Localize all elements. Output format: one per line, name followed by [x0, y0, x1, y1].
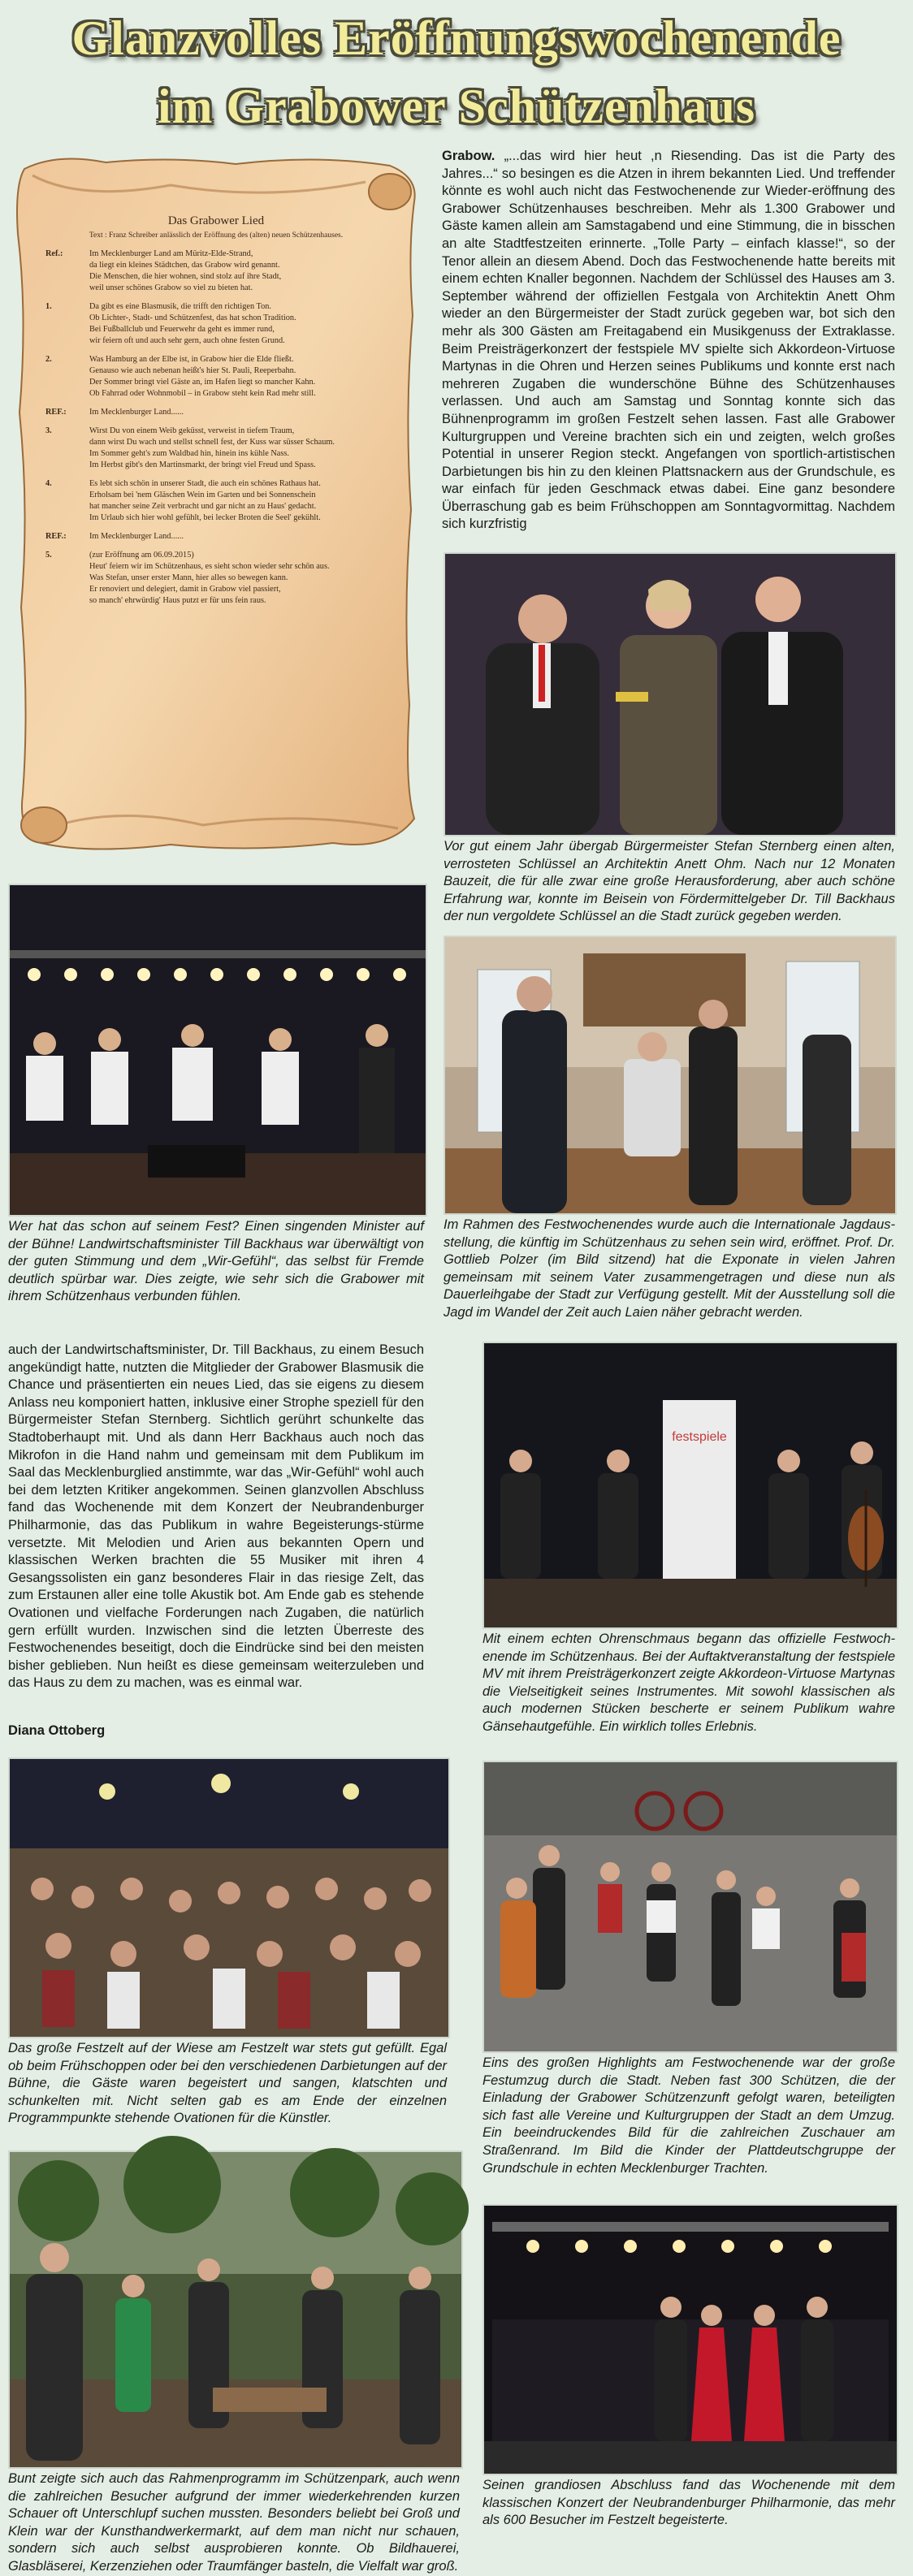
article-text-intro: [442, 148, 895, 546]
song-verse: [45, 354, 387, 400]
song-subtitle: Text : Franz Schreiber anlässlich der Eröffnung des (alten) neuen Schützenhauses.: [89, 231, 344, 240]
caption-band-stage: Wer hat das schon auf seinem Fest? Einen singenden Minister auf der Bühne! Landwirtschaftsminister Till Backhaus war überwältigt von der guten Stimmung und dem „Wir-Gefühl“, das selbst für Fremde deutlich spürbar war. Dies zeigte, wie sehr sich die Grabower mit ihrem Schützenhaus verbunden fühlen.: [8, 1219, 424, 1304]
photo-festival-tent: [8, 1757, 450, 2038]
caption-parade: Eins des großen Highlights am Festwochenende war der große Festumzug durch die Stadt. Neben fast 300 Schützen, die der Einladung der Grabower Schützenzunft gefolgt waren, beteiligten sich fast alle Vereine und Kulturgruppen der Stadt an dem Umzug. Ein beeindruckendes Bild für die zahlreichen Zuschauer am Straßenrand. Im Bild die Kinder der Plattdeutschgruppe der Grundschule in echten Mecklenburger Trachten.: [482, 2055, 895, 2176]
caption-philharmonic: Seinen grandiosen Abschluss fand das Wochenende mit dem klassischen Konzert der Neubrandenburger Philharmonie, das mehr als 600 Besucher im Festzelt begeisterte.: [482, 2478, 895, 2528]
song-verse: [45, 407, 387, 418]
article-text-continued: auch der Landwirtschaftsminister, Dr. Till Backhaus, zu einem Besuch angekündigt hatte, nutzten die Mitglieder der Grabower Blasmusik die Chance und präsentierten ein neues Lied, das sie eigens zu diesem Anlass neu komponiert hatten, inklusive einer Strophe speziell für den Bürgermeister Stefan Sternberg. Sichtlich gerührt schunkelte das Stadtoberhaupt mit. Und als dann Herr Backhaus auch noch das Mikrofon in die Hand nahm und gemeinsam mit dem Publikum im Saal das Mecklenburglied anstimmte, war das „Wir-Gefühl“ wohl auch bei dem letzten Kritiker angekommen. Seinen glanzvollen Abschluss fand das Wochenende mit dem Konzert der Neubrandenburger Philharmonie, das das Publikum in wahre Begeisterungs-stürme versetzte. Mit Melodien und Arien aus bekannten Opern und klassischen Werken brachten die 55 Musiker mit ihren 4 Gesangssolisten ein ganz besonderes Flair in das riesige Zelt, das zum Erstaunen aller eine tolle Akustik bot. Am Ende gab es stehende Ovationen und vielfache Forderungen nach Zugaben, die natürlich gern erfüllt wurden. Inzwischen sind die letzten Überreste des Festwochenendes beseitigt, doch die Eindrücke sind bei den meisten bisher geblieben. Nun heißt es diese gemeinsam weiterzuleben und das Haus zu dem zu machen, was es einmal war.: [8, 1342, 424, 1691]
verse-text: Im Mecklenburger Land......: [89, 532, 184, 541]
photo-park-program: [8, 2150, 463, 2469]
caption-key-handover: Vor gut einem Jahr übergab Bürgermeister Stefan Sternberg einen alten, verrosteten Schlüssel an Architektin Anett Ohm. Nach nur 12 Monaten Bauzeit, die für alle zwar eine große Herausforderung, aber auch schöne Erfahrung war, konnte im Beisein von Fördermittelgeber Dr. Till Backhaus der nun vergoldete Schlüssel an die Stadt zurück gegeben werden.: [444, 839, 895, 924]
verse-text: Wirst Du von einem Weib geküsst, verweist in tiefem Traum, dann wirst Du wach und stellst schnell fest, der Kuss war süsser Schaum. Im Sommer geht's zum Waldbad hin, hinein ins kühle Nass. Im Herbst gibt's den Martinsmarkt, der bringt viel Freud und Spass.: [89, 426, 335, 469]
photo-exhibition: [444, 936, 897, 1215]
verse-label: REF.:: [45, 532, 67, 541]
verse-text: (zur Eröffnung am 06.09.2015) Heut' feiern wir im Schützenhaus, es sieht schon wieder sehr schön aus. Was Stefan, unser erster Mann, hier alles so bewegen kann. Er renoviert und delegiert, damit in Grabow viel passiert, so manch' ehrwürdig' Haus putzt er für uns fein raus.: [89, 551, 330, 605]
caption-festival-tent: Das große Festzelt auf der Wiese am Festzelt war stets gut gefüllt. Egal ob beim Frühschoppen oder bei den verschiedenen Darbietungen auf der Bühne, die Gäste waren begeistert und sangen, klatschten und schunkelten mit. Nicht selten gab es am Ende der einzelnen Programmpunkte stehende Ovationen für die Künstler.: [8, 2041, 447, 2126]
headline-line-1: Glanzvolles Eröffnungswochenende: [71, 11, 842, 65]
photo-parade: [482, 1761, 898, 2053]
song-verse: [45, 531, 387, 542]
verse-label: REF.:: [45, 408, 67, 417]
verse-text: Im Mecklenburger Land am Müritz-Elde-Strand, da liegt ein kleines Städtchen, das Grabow wird genannt. Die Menschen, die hier wohnen, sind stolz auf ihre Stadt, weil unser schönes Grabow so viel zu bieten hat.: [89, 249, 282, 292]
photo-band-stage: [8, 884, 427, 1217]
caption-concert: Mit einem echten Ohrenschmaus begann das offizielle Festwoch-enende im Schützenhaus. Bei der Auftaktveranstaltung der festspiele MV mit ihrem Preisträgerkonzert zeigte Akkordeon-Virtuose Martynas die Vielseitigkeit seines Instrumentes. Mit sowohl klassischen als auch modernen Stücken bescherte er seinem Publikum wahre Gänsehautgefühle. Ein wirklich tolles Erlebnis.: [482, 1632, 895, 1734]
caption-exhibition: Im Rahmen des Festwochenendes wurde auch die Internationale Jagdaus-stellung, die künftig im Schützenhaus zu sehen sein wird, eröffnet. Prof. Dr. Gottlieb Polzer (im Bild sitzend) hat die Exponate in vielen Jahren gemeinsam mit seinem Vater zusammengetragen und diese nun als Dauerleihgabe der Stadt zur Verfügung gestellt. Mit der Ausstellung soll die Jagd im Wandel der Zeit auch Laien näher gebracht werden.: [444, 1217, 895, 1320]
caption-park-program: Bunt zeigte sich auch das Rahmenprogramm im Schützenpark, auch wenn die zahlreichen Besucher aufgrund der immer wiederkehrenden kurzen Schauer oft Unterschlupf suchen mussten. Besonders beliebt bei Groß und Klein war der Kunsthandwerkermarkt, auf dem man nicht nur schauen, sondern sich auch selbst ausprobieren konnte. Ob Bildhauerei, Glasbläserei, Kerzenziehen oder Traumfänger basteln, die Vielfalt war groß.: [8, 2471, 460, 2574]
headline-line-2: im Grabower Schützenhaus: [157, 80, 756, 133]
verse-label: 3.: [45, 426, 52, 435]
song-verse: [45, 301, 387, 347]
dateline: Grabow.: [442, 149, 495, 163]
song-text: [45, 213, 387, 838]
photo-key-handover: [444, 552, 897, 836]
verse-label: 2.: [45, 355, 52, 364]
song-verse: [45, 478, 387, 524]
verse-label: 4.: [45, 479, 52, 488]
banner-text: festspiele: [672, 1430, 727, 1444]
verse-label: 5.: [45, 551, 52, 560]
verse-label: 1.: [45, 302, 52, 311]
verse-text: Was Hamburg an der Elbe ist, in Grabow hier die Elde fließt. Genauso wie auch nebenan heißt's hier St. Pauli, Reeperbahn. Der Sommer bringt viel Gäste an, im Hafen liegt so mancher Kahn. Ob Fahrrad oder Wohnmobil – in Grabow steht kein Rad mehr still.: [89, 355, 316, 398]
article-paragraph: „...das wird hier heut ,n Riesending. Das ist die Party des Jahres...“ so besingen es die Atzen in ihrem bekannten Lied. Und treffender könnte es wohl auch nicht das Festwochenende zur Wieder-eröffnung des Grabower Schützenhauses beschreiben. Mehr als 1.300 Grabower und Gäste kamen allein am Samstagabend und eine Stimmung, die in bisschen an alte Stadtfestzeiten erinnerte. „Tolle Party – einfach klasse!“, so der Tenor allein an diesem Abend. Doch das Festwochenende hatte bereits mit einem echten Knaller begonnen. Nachdem der Schlüssel des Hauses am 3. September während der offiziellen Festgala von Architektin Anett Ohm wieder an den Bürgermeister der Stadt zurück gegeben war, bot sich den mehr als 300 Gästen am Freitagabend ein Musikgenuss der Extraklasse. Beim Preisträgerkonzert der festspiele MV spielte sich Akkordeon-Virtuose Martynas in die Ohren und Herzen seines Publikums und konnte erst nach mehreren Zugaben die wunderschöne Bühne des Schützenhauses verlassen. Und auch am Samstag und Sonntag konnte sich das Bühnenprogramm im großen Festzelt sehen lassen. Fast alle Grabower Kulturgruppen und Vereine brachten sich ein und zeigten, welch großes Potential in unserer Region steckt. Angefangen von sportlich-artistischen Darbietungen bis hin zu den kleinen Plattsnackern aus der Grundschule, es war einfach für jeden Geschmack etwas dabei. Eine ganz besondere Überraschung gab es beim Frühschoppen am Sonntagvormittag. Nachdem sich kurzfristig: [442, 149, 895, 532]
photo-philharmonic: [482, 2204, 898, 2475]
photo-concert: [482, 1342, 898, 1629]
song-verse: [45, 249, 387, 294]
song-title: Das Grabower Lied: [167, 214, 265, 227]
author-name: Diana Ottoberg: [8, 1723, 106, 1738]
verse-label: Ref.:: [45, 249, 63, 258]
song-verse: [45, 426, 387, 471]
verse-text: Da gibt es eine Blasmusik, die trifft den richtigen Ton. Ob Lichter-, Stadt- und Schützenfest, das hat schon Tradition. Bei Fußballclub und Feuerwehr da geht es immer rund, wir feiern oft und auch sehr gern, auch ohne festen Grund.: [89, 302, 296, 345]
verse-text: Im Mecklenburger Land......: [89, 408, 184, 417]
verse-text: Es lebt sich schön in unserer Stadt, die auch ein schönes Rathaus hat. Erholsam bei 'nem Gläschen Wein im Garten und bei Sonnenschein hat mancher seine Zeit verbracht und gar nicht an zu Haus' gedacht. Im Urlaub sich hier wohl gefühlt, bei lecker Broten die Seel' gekühlt.: [89, 479, 321, 522]
song-verse: [45, 550, 387, 607]
